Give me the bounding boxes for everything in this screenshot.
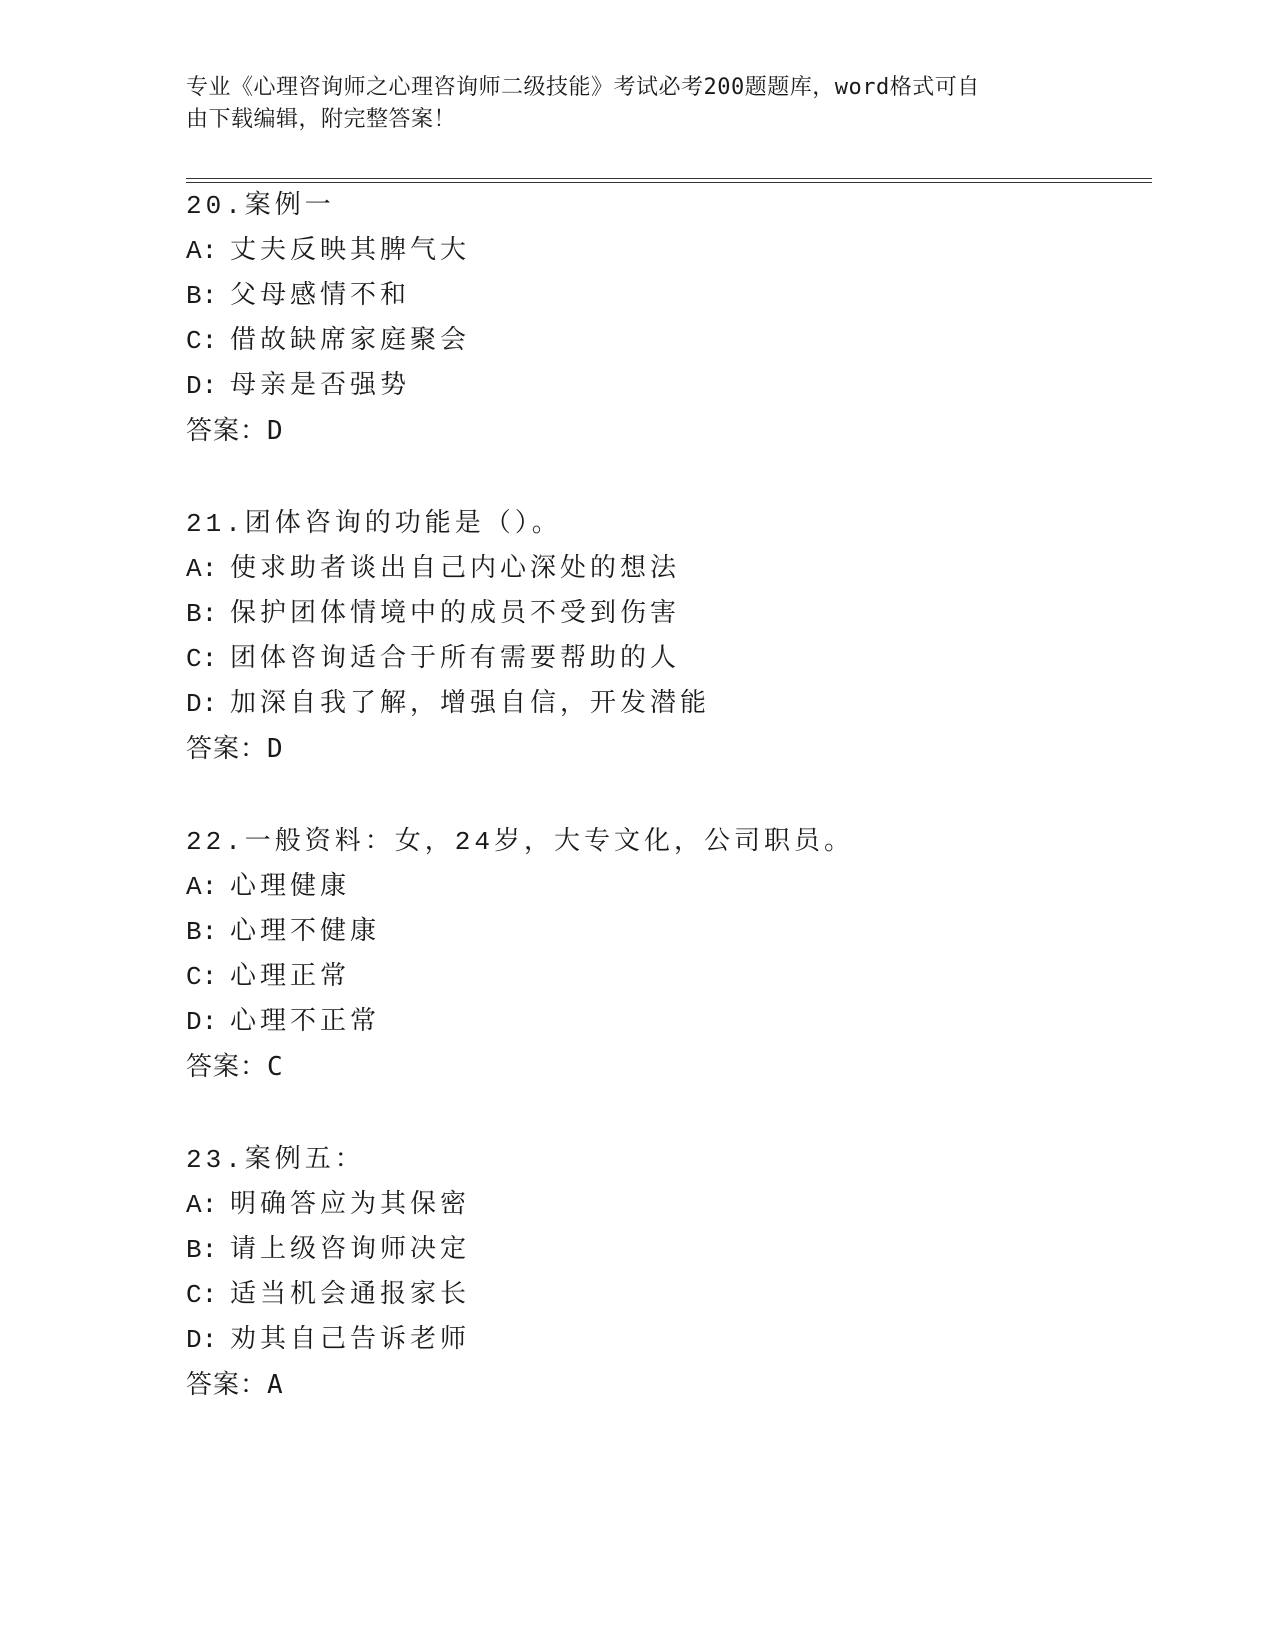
question-20 [186,184,1146,454]
option-key: C: [186,1280,218,1310]
option-text: 父母感情不和 [230,281,411,311]
answer-value: D [267,416,283,446]
question-stem: 20.案例一 [186,191,335,221]
option-a [186,229,1146,274]
option-b [186,1228,1146,1273]
answer-line [186,727,1146,772]
option-text: 母亲是否强势 [230,371,411,401]
option-key: B: [186,599,218,629]
answer-line [186,409,1146,454]
option-c [186,1273,1146,1318]
answer-label: 答案： [186,416,268,446]
option-text: 保护团体情境中的成员不受到伤害 [230,599,681,629]
option-a [186,547,1146,592]
option-b [186,274,1146,319]
question-21 [186,502,1146,772]
option-c [186,637,1146,682]
option-text: 心理不健康 [230,917,381,947]
option-key: C: [186,644,218,674]
option-text: 使求助者谈出自己内心深处的想法 [230,554,681,584]
option-text: 明确答应为其保密 [230,1190,471,1220]
document-header [186,72,1066,136]
option-key: D: [186,1325,218,1355]
option-d [186,1000,1146,1045]
option-text: 心理正常 [230,962,351,992]
option-key: A: [186,236,218,266]
answer-value: D [267,734,283,764]
question-23 [186,1138,1146,1408]
answer-value: A [267,1370,283,1400]
option-d [186,682,1146,727]
answer-label: 答案： [186,1052,268,1082]
option-c [186,955,1146,1000]
option-text: 团体咨询适合于所有需要帮助的人 [230,644,681,674]
answer-value: C [267,1052,283,1082]
option-text: 借故缺席家庭聚会 [230,326,471,356]
option-b [186,910,1146,955]
option-d [186,364,1146,409]
question-stem: 22.一般资料：女，24岁，大专文化，公司职员。 [186,827,855,857]
option-b [186,592,1146,637]
answer-label: 答案： [186,734,268,764]
option-a [186,865,1146,910]
option-key: C: [186,326,218,356]
option-key: C: [186,962,218,992]
option-key: B: [186,1235,218,1265]
answer-label: 答案： [186,1370,268,1400]
question-stem: 21.团体咨询的功能是（）。 [186,509,562,539]
answer-line [186,1363,1146,1408]
option-d [186,1318,1146,1363]
option-text: 加深自我了解，增强自信，开发潜能 [230,689,711,719]
question-22 [186,820,1146,1090]
option-text: 请上级咨询师决定 [230,1235,471,1265]
option-key: D: [186,689,218,719]
header-divider-top [186,178,1152,179]
option-key: B: [186,917,218,947]
option-key: A: [186,1190,218,1220]
header-divider-bottom [186,182,1152,183]
option-key: D: [186,1007,218,1037]
option-key: A: [186,554,218,584]
header-line-1: 专业《心理咨询师之心理咨询师二级技能》考试必考200题题库，word格式可自 [186,75,980,100]
question-stem: 23.案例五： [186,1145,365,1175]
option-a [186,1183,1146,1228]
option-key: A: [186,872,218,902]
option-text: 适当机会通报家长 [230,1280,471,1310]
option-text: 丈夫反映其脾气大 [230,236,471,266]
option-text: 劝其自己告诉老师 [230,1325,471,1355]
option-text: 心理不正常 [230,1007,381,1037]
answer-line [186,1045,1146,1090]
option-key: D: [186,371,218,401]
option-key: B: [186,281,218,311]
option-text: 心理健康 [230,872,351,902]
option-c [186,319,1146,364]
header-line-2: 由下载编辑，附完整答案！ [186,107,457,132]
